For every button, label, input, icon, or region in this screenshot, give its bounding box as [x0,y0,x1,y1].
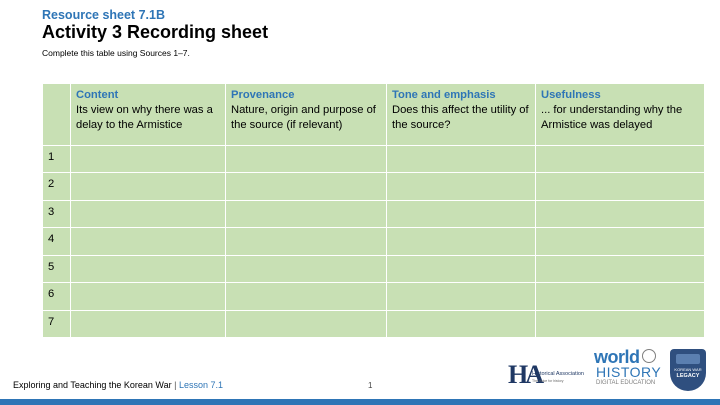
provenance-cell[interactable] [226,255,387,282]
tone-cell[interactable] [387,228,536,255]
wh-line2: HISTORY [596,364,662,380]
row-number: 4 [43,228,71,255]
kwl-line1: KOREAN WAR [674,367,702,372]
header-cell-content [71,84,226,146]
row-number: 5 [43,255,71,282]
page-title: Activity 3 Recording sheet [42,22,269,42]
footer-separator: | [174,380,177,390]
table-row [43,255,705,282]
page-number: 1 [368,381,373,390]
usefulness-cell[interactable] [536,228,705,255]
tone-cell[interactable] [387,200,536,227]
provenance-cell[interactable] [226,173,387,200]
recording-table [42,83,705,338]
header-cell-provenance [226,84,387,146]
tone-cell[interactable] [387,310,536,337]
footer-bar [0,399,720,405]
column-title: Content [76,89,119,101]
usefulness-cell[interactable] [536,255,705,282]
footer-course-title: Exploring and Teaching the Korean War [13,380,172,390]
globe-icon [642,349,656,363]
footer-course [13,380,223,390]
world-history-logo [594,347,662,391]
footer-lesson: Lesson 7.1 [178,380,224,390]
column-subtitle: Its view on why there was a delay to the Armistice [76,104,213,131]
table-row [43,310,705,337]
historical-association-logo [508,360,584,390]
wh-line1: world [594,347,640,367]
content-cell[interactable] [71,228,226,255]
korean-war-legacy-logo [670,349,706,391]
instructions: Complete this table using Sources 1–7. [42,48,190,58]
table-row [43,173,705,200]
header-cell-tone [387,84,536,146]
content-cell[interactable] [71,146,226,173]
ha-name: Historical Association [532,371,584,377]
skyline-icon [676,354,700,364]
usefulness-cell[interactable] [536,200,705,227]
wh-line3: DIGITAL EDUCATION [596,380,656,386]
usefulness-cell[interactable] [536,283,705,310]
column-title: Usefulness [541,89,601,101]
column-title: Provenance [231,89,295,101]
column-subtitle: ... for understanding why the Armistice was delayed [541,104,683,131]
table-row [43,146,705,173]
row-number: 1 [43,146,71,173]
provenance-cell[interactable] [226,200,387,227]
usefulness-cell[interactable] [536,146,705,173]
row-number: 6 [43,283,71,310]
provenance-cell[interactable] [226,310,387,337]
header-cell-blank [43,84,71,146]
resource-sheet-label: Resource sheet 7.1B [42,8,165,22]
provenance-cell[interactable] [226,283,387,310]
content-cell[interactable] [71,173,226,200]
tone-cell[interactable] [387,146,536,173]
content-cell[interactable] [71,200,226,227]
tone-cell[interactable] [387,173,536,200]
row-number: 7 [43,310,71,337]
header-cell-usefulness [536,84,705,146]
column-subtitle: Nature, origin and purpose of the source (if relevant) [231,104,376,131]
content-cell[interactable] [71,310,226,337]
column-subtitle: Does this affect the utility of the source? [392,104,529,131]
kwl-line2: LEGACY [676,373,700,379]
provenance-cell[interactable] [226,146,387,173]
usefulness-cell[interactable] [536,173,705,200]
row-number: 2 [43,173,71,200]
column-title: Tone and emphasis [392,89,496,101]
ha-tagline: The voice for history [532,379,564,383]
tone-cell[interactable] [387,283,536,310]
table-header-row [43,84,705,146]
ha-mark-icon: HA [508,360,541,389]
tone-cell[interactable] [387,255,536,282]
content-cell[interactable] [71,255,226,282]
table-row [43,283,705,310]
content-cell[interactable] [71,283,226,310]
table-row [43,228,705,255]
usefulness-cell[interactable] [536,310,705,337]
row-number: 3 [43,200,71,227]
table-row [43,200,705,227]
provenance-cell[interactable] [226,228,387,255]
